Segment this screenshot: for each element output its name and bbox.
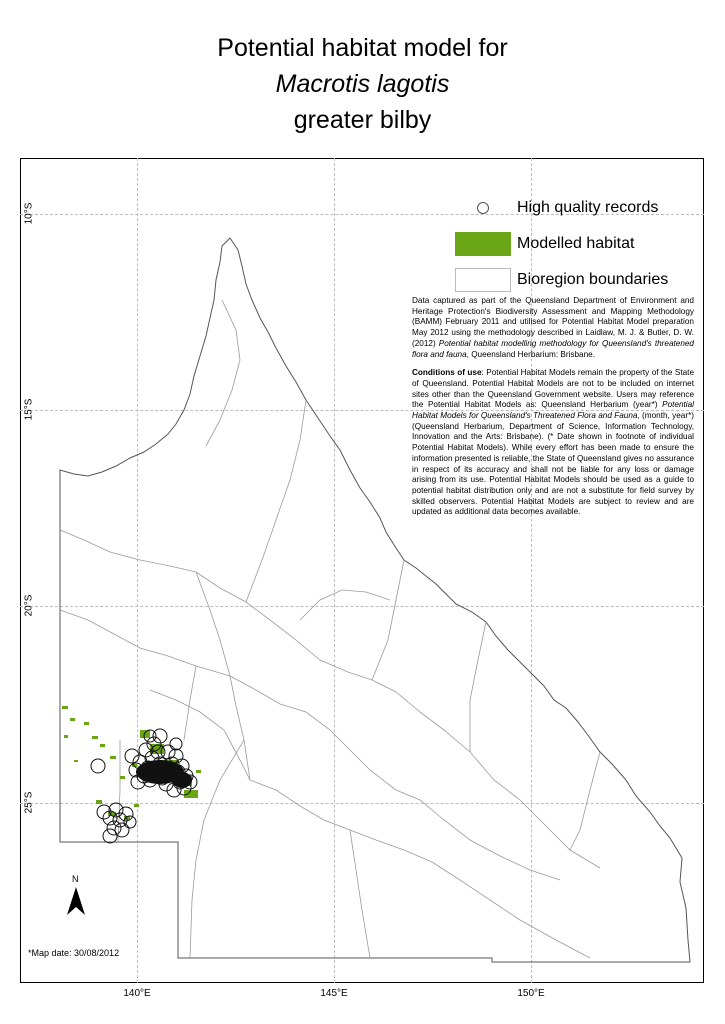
lat-label-10s: 10°S (23, 202, 35, 225)
map-date: *Map date: 30/08/2012 (28, 948, 120, 958)
record-circle-icon (477, 202, 489, 214)
lon-label-145e: 145°E (320, 988, 348, 999)
lon-label-150e: 150°E (517, 988, 545, 999)
habitat-swatch-icon (455, 232, 511, 256)
lat-label-25s: 25°S (23, 791, 35, 814)
lon-label-140e: 140°E (123, 988, 151, 999)
legend-item-records (455, 190, 700, 226)
notes-data-source: Data captured as part of the Queensland Department of Environment and Heritage Protection's Biodiversity Assessment and Mapping Methodology (BAMM) February 2011 and utilised for Potential Habitat Model preparation May 2012 using the methodology described in Laidlaw, M. J. & Butler, D. W. (2012) Potential habitat modelling methodology for Queensland's threatened flora and fauna, Queensland Herbarium: Brisbane. (412, 296, 694, 359)
north-label: N (72, 874, 79, 884)
title-common-name: greater bilby (293, 106, 432, 134)
map-legend (455, 190, 700, 298)
legend-item-bioregions (455, 262, 700, 298)
map-notes (412, 296, 694, 526)
title-species-name: Macrotis lagotis (275, 70, 450, 98)
bioregion-swatch-icon (455, 268, 511, 292)
legend-label-bioregions: Bioregion boundaries (517, 271, 669, 288)
north-arrow-icon (63, 873, 89, 919)
lat-label-15s: 15°S (23, 398, 35, 421)
legend-label-records: High quality records (517, 199, 659, 216)
legend-item-habitat (455, 226, 700, 262)
title-line-1: Potential habitat model for (217, 34, 508, 62)
lat-label-20s: 20°S (23, 594, 35, 617)
notes-conditions-of-use: Conditions of use: Potential Habitat Models remain the property of the State of Queensland. Potential Habitat Models are not to be included on internet sites other than the Queensland Government website. Users may reference the Potential Habitat Models as: Queensland Herbarium (year*) Potential Habitat Models for Queensland's Threatened Flora and Fauna, (month, year*) (Queensland Herbarium, Department of Science, Information Technology, Innovation and the Arts: Brisbane). (* Date shown in footnote of individual Potential Habitat Models). While every effort has been made to ensure the information presented is reliable, the State of Queensland gives no assurance in respect of its accuracy and shall not be liable for any loss or damage arising from its use. Potential Habitat Models should be used as a guide to potential habitat distribution only and are not a substitute for field survey by skilled observers. Potential Habitat Models are subject to review and are updated as additional data becomes available. (412, 368, 694, 517)
legend-label-habitat: Modelled habitat (517, 235, 635, 252)
